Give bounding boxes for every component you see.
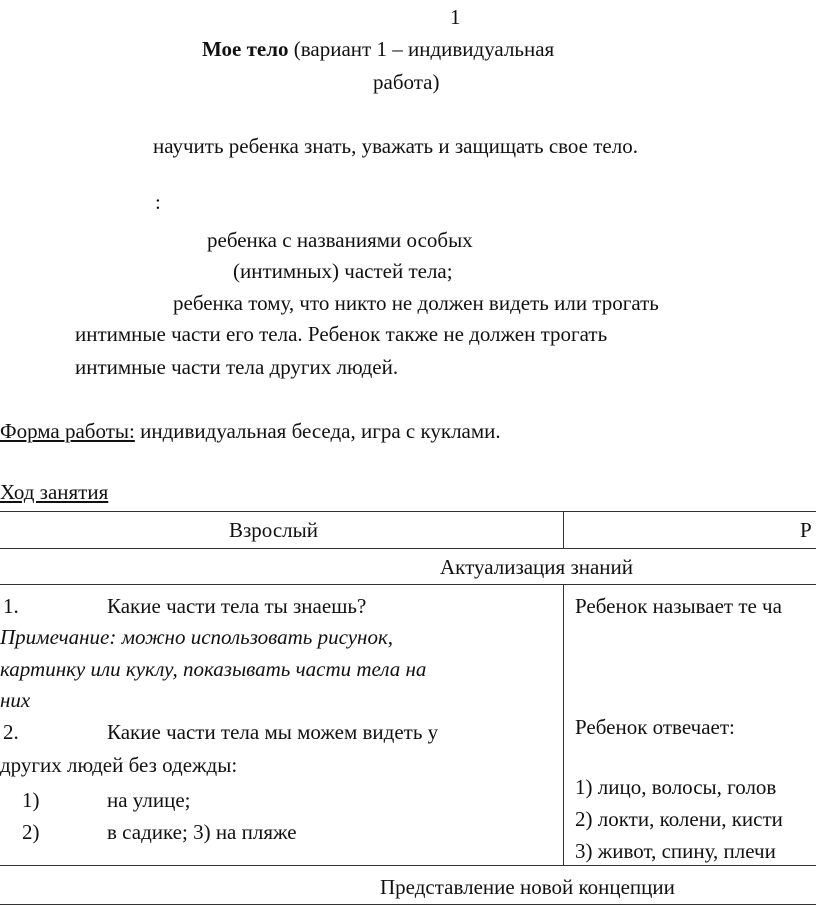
title-bold: Мое тело [202, 37, 289, 61]
note-line3 [0, 685, 30, 715]
item2-number: 2) [22, 820, 40, 844]
q2-line2: других людей без одежды: [0, 753, 238, 777]
child-reply-1: 1) лицо, волосы, голов [575, 775, 777, 799]
child-answer-1: Ребенок называет те ча [575, 594, 782, 618]
section-heading-actualization: Актуализация знаний [440, 555, 634, 579]
table-line-header [0, 548, 816, 549]
task1-line2: (интимных) частей тела; [233, 259, 453, 283]
col-header-adult: Взрослый [229, 518, 318, 542]
page-title [202, 34, 554, 64]
note-line3-text: них [0, 688, 31, 712]
goal-text: научить ребенка знать, уважать и защищать свое тело. [153, 134, 638, 158]
child-answer-2: Ребенок отвечает: [575, 715, 735, 739]
page-title-line2: работа) [373, 70, 440, 94]
child-reply-2: 2) локти, колени, кисти [575, 807, 783, 831]
q2-text: Какие части тела мы можем видеть у [107, 720, 439, 744]
task2-line2: интимные части его тела. Ребенок также не должен трогать [75, 322, 608, 346]
title-rest: (вариант 1 – индивидуальная [288, 37, 555, 61]
form-value: индивидуальная беседа, игра с куклами. [134, 419, 501, 443]
course-heading: Ход занятия [0, 480, 109, 504]
note-line1 [0, 622, 393, 652]
note-line1-text: Примечание: можно использовать рисунок, [0, 625, 394, 649]
item2-text: в садике; 3) на пляже [107, 820, 297, 844]
child-reply-3: 3) живот, спину, плечи [575, 839, 776, 863]
task2-line3: интимные части тела других людей. [75, 355, 399, 379]
task2-line1: ребенка тому, что никто не должен видеть или трогать [173, 291, 659, 315]
task1-line1: ребенка с названиями особых [207, 228, 473, 252]
page-number: 1 [450, 5, 461, 29]
table-line-section1 [0, 584, 816, 585]
table-col-divider-body [563, 584, 564, 865]
table-line-top [0, 511, 816, 512]
section-heading-new-concept: Представление новой концепции [380, 875, 675, 899]
q1-text: Какие части тела ты знаешь? [107, 594, 367, 618]
form-of-work [0, 416, 501, 446]
table-line-bottom [0, 904, 816, 905]
note-line2 [0, 654, 426, 684]
tasks-colon: : [155, 190, 161, 214]
item1-number: 1) [22, 788, 40, 812]
table-col-divider-header [563, 511, 564, 548]
item1-text: на улице; [107, 788, 191, 812]
col-header-child: Р [800, 518, 812, 542]
q2-number: 2. [3, 720, 19, 744]
form-label: Форма работы: [0, 419, 135, 443]
q1-number: 1. [3, 594, 19, 618]
note-line2-text: картинку или куклу, показывать части тела на [0, 657, 427, 681]
